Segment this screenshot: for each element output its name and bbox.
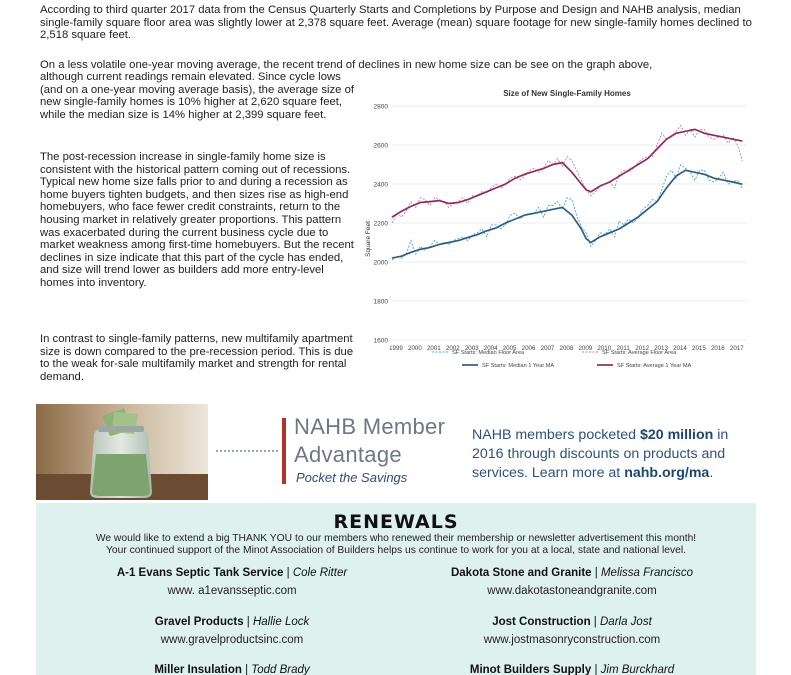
chart-series-4 <box>392 129 742 217</box>
chart-x-tick-label: 2002 <box>445 345 460 352</box>
member-contact: Darla Jost <box>600 616 652 628</box>
member-separator: | <box>591 567 601 579</box>
member-website[interactable]: www.gravelproductsinc.com <box>160 634 304 646</box>
member-separator: | <box>591 664 601 675</box>
home-size-chart <box>362 84 752 384</box>
banner-copy-a: NAHB members pocketed <box>472 427 640 443</box>
chart-title: Size of New Single-Family Homes <box>503 89 631 98</box>
chart-legend-label: SF Starts: Average 1 Year MA <box>617 363 692 369</box>
chart-x-ticks <box>389 345 744 352</box>
member-contact: Jim Burckhard <box>600 664 675 675</box>
member-entry <box>412 664 732 675</box>
banner-copy <box>472 426 758 483</box>
member-advantage-banner[interactable] <box>36 404 756 500</box>
member-separator: | <box>243 616 253 628</box>
banner-amount: $20 million <box>639 427 714 443</box>
chart-legend-label: SF Starts: Median 1 Year MA <box>482 363 555 369</box>
member-entry <box>72 616 392 628</box>
chart-x-tick-label: 2004 <box>483 345 498 352</box>
member-company: Minot Builders Supply <box>469 664 592 675</box>
banner-title-line1: NAHB Member <box>294 414 446 439</box>
renewals-thanks-line2: Your continued support of the Minot Association of Builders helps us continue to work for you at a local, state and national level. <box>105 545 687 556</box>
chart-x-tick-label: 1999 <box>389 345 403 352</box>
chart-legend-label: SF Starts: Median Floor Area <box>452 350 525 356</box>
member-contact: Todd Brady <box>251 664 310 675</box>
member-entry <box>412 616 732 628</box>
member-entry <box>412 567 732 579</box>
chart-y-tick-label: 2000 <box>373 259 388 267</box>
banner-title-line2: Advantage <box>294 442 402 467</box>
banner-link[interactable]: nahb.org/ma <box>624 465 710 481</box>
chart-x-tick-label: 2010 <box>597 345 612 352</box>
article-paragraph-2: On a less volatile one-year moving average, the recent trend of declines in new home size can be see on the graph above, <box>40 59 653 71</box>
chart-series-3 <box>392 170 742 258</box>
chart-y-tick-label: 1600 <box>373 337 388 345</box>
chart-y-tick-label: 1800 <box>373 298 388 306</box>
chart-y-tick-label: 2600 <box>373 142 388 150</box>
chart-x-tick-label: 2003 <box>464 345 479 352</box>
member-company: Jost Construction <box>492 616 591 628</box>
chart-legend-label: SF Starts: Average Floor Area <box>602 350 677 356</box>
chart-y-tick-label: 2400 <box>373 181 388 189</box>
renewals-section <box>36 503 756 675</box>
chart-x-tick-label: 2005 <box>502 345 517 352</box>
chart-x-tick-label: 2008 <box>559 345 574 352</box>
money-jar-image <box>36 404 208 500</box>
chart-y-tick-label: 2800 <box>373 103 388 111</box>
member-separator: | <box>283 567 293 579</box>
chart-x-tick-label: 2006 <box>521 345 536 352</box>
banner-copy-c: . <box>709 465 714 481</box>
member-website[interactable]: www. a1evansseptic.com <box>167 585 297 597</box>
renewals-title: RENEWALS <box>333 511 459 533</box>
banner-divider <box>216 450 278 452</box>
chart-x-tick-label: 2017 <box>729 345 744 352</box>
member-website[interactable]: www.jostmasonryconstruction.com <box>483 634 661 646</box>
member-entry <box>72 567 392 579</box>
chart-x-tick-label: 2009 <box>578 345 593 352</box>
member-company: A-1 Evans Septic Tank Service <box>116 567 284 579</box>
chart-x-tick-label: 2012 <box>635 345 650 352</box>
chart-x-tick-label: 2007 <box>540 345 555 352</box>
chart-x-tick-label: 2001 <box>426 345 441 352</box>
member-website[interactable]: www.dakotastoneandgranite.com <box>487 585 657 597</box>
chart-series-2 <box>392 126 742 224</box>
renewals-thanks-line1: We would like to extend a big THANK YOU to our members who renewed their membership or newsletter advertisement this month! <box>95 533 697 544</box>
chart-x-tick-label: 2000 <box>408 345 422 352</box>
member-contact: Hallie Lock <box>252 616 310 628</box>
chart-x-tick-label: 2011 <box>616 345 630 352</box>
chart-y-tick-label: 2200 <box>373 220 388 228</box>
member-entry <box>72 664 392 675</box>
chart-y-axis-label: Square Feet <box>365 221 372 257</box>
chart-grid <box>392 106 747 340</box>
chart-x-tick-label: 2013 <box>654 345 668 352</box>
chart-y-ticks <box>374 104 389 345</box>
member-company: Miller Insulation <box>154 664 242 675</box>
chart-legend <box>432 350 691 369</box>
chart-series-lines <box>392 126 742 261</box>
member-contact: Cole Ritter <box>292 567 348 579</box>
chart-x-tick-label: 2016 <box>710 345 725 352</box>
article-paragraph-3: although current readings remain elevated. Since cycle lows (and on a one-year moving average basis), the average size of new single-family homes is 10% higher at 2,620 square feet, while the median size is 14% higher at 2,399 square feet. <box>40 71 354 121</box>
banner-copy-b: in 2016 through discounts on products and services. Learn more at <box>472 427 729 481</box>
chart-x-tick-label: 2014 <box>673 345 687 352</box>
member-company: Dakota Stone and Granite <box>450 567 592 579</box>
chart-x-tick-label: 2015 <box>692 345 706 352</box>
brand-accent-bar <box>282 418 286 484</box>
member-company: Gravel Products <box>154 616 244 628</box>
article-paragraph-4: The post-recession increase in single-family home size is consistent with the historical pattern coming out of recessions. Typical new home size falls prior to and during a recession as home buyers tighten budgets, and then sizes rise as high-end homebuyers, who face fewer credit constraints, return to the housing market in relatively greater proportions. This pattern was exacerbated during the current business cycle due to market weakness among first-time homebuyers. But the recent declines in size indicate that this part of the cycle has ended, and size will trend lower as builders add more entry-level homes into inventory. <box>40 151 354 289</box>
banner-tagline: Pocket the Savings <box>296 470 408 485</box>
article-paragraph-5: In contrast to single-family patterns, new multifamily apartment size is down compared to the pre-recession period. This is due to the weak for-sale multifamily market and strength for rental demand. <box>40 333 354 383</box>
member-separator: | <box>590 616 600 628</box>
member-contact: Melissa Francisco <box>600 567 693 579</box>
article-paragraph-1: According to third quarter 2017 data from the Census Quarterly Starts and Completions by Purpose and Design and NAHB analysis, median single-family square floor area was slightly lower at 2,378 square feet. Average (mean) square footage for new single-family homes declined to 2,518 square feet. <box>40 4 752 42</box>
member-separator: | <box>241 664 252 675</box>
